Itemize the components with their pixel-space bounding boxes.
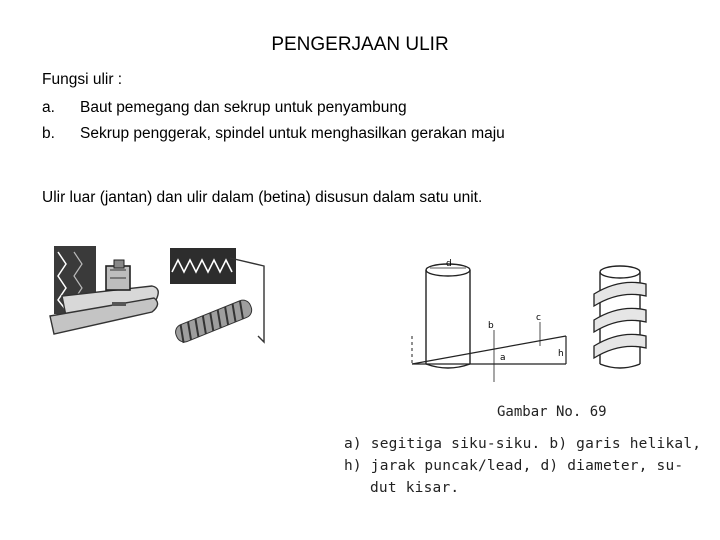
figure-caption-line: dut kisar. bbox=[370, 480, 460, 496]
label-a: a bbox=[500, 353, 506, 363]
page-title: PENGERJAAN ULIR bbox=[271, 34, 449, 55]
list-item-b bbox=[42, 122, 505, 146]
figure-caption-line: h) jarak puncak/lead, d) diameter, su- bbox=[344, 458, 684, 474]
label-h: h bbox=[558, 349, 564, 359]
bolt-photo-illustration bbox=[44, 238, 274, 350]
list-item-text: Sekrup penggerak, spindel untuk menghasilkan gerakan maju bbox=[80, 125, 505, 142]
list-marker: b. bbox=[42, 125, 55, 142]
label-c: c bbox=[536, 313, 541, 323]
list-item-a bbox=[42, 96, 407, 120]
note-text: Ulir luar (jantan) dan ulir dalam (betina) disusun dalam satu unit. bbox=[42, 189, 483, 206]
intro-text: Fungsi ulir : bbox=[42, 71, 123, 88]
list-item-text: Baut pemegang dan sekrup untuk penyambung bbox=[80, 99, 407, 116]
list-marker: a. bbox=[42, 99, 55, 116]
label-d: d bbox=[446, 259, 452, 269]
helix-thread-diagram bbox=[404, 256, 660, 386]
figure-caption-title: Gambar No. 69 bbox=[497, 404, 607, 420]
label-b: b bbox=[488, 321, 494, 331]
figure-caption-line: a) segitiga siku-siku. b) garis helikal, bbox=[344, 436, 702, 452]
